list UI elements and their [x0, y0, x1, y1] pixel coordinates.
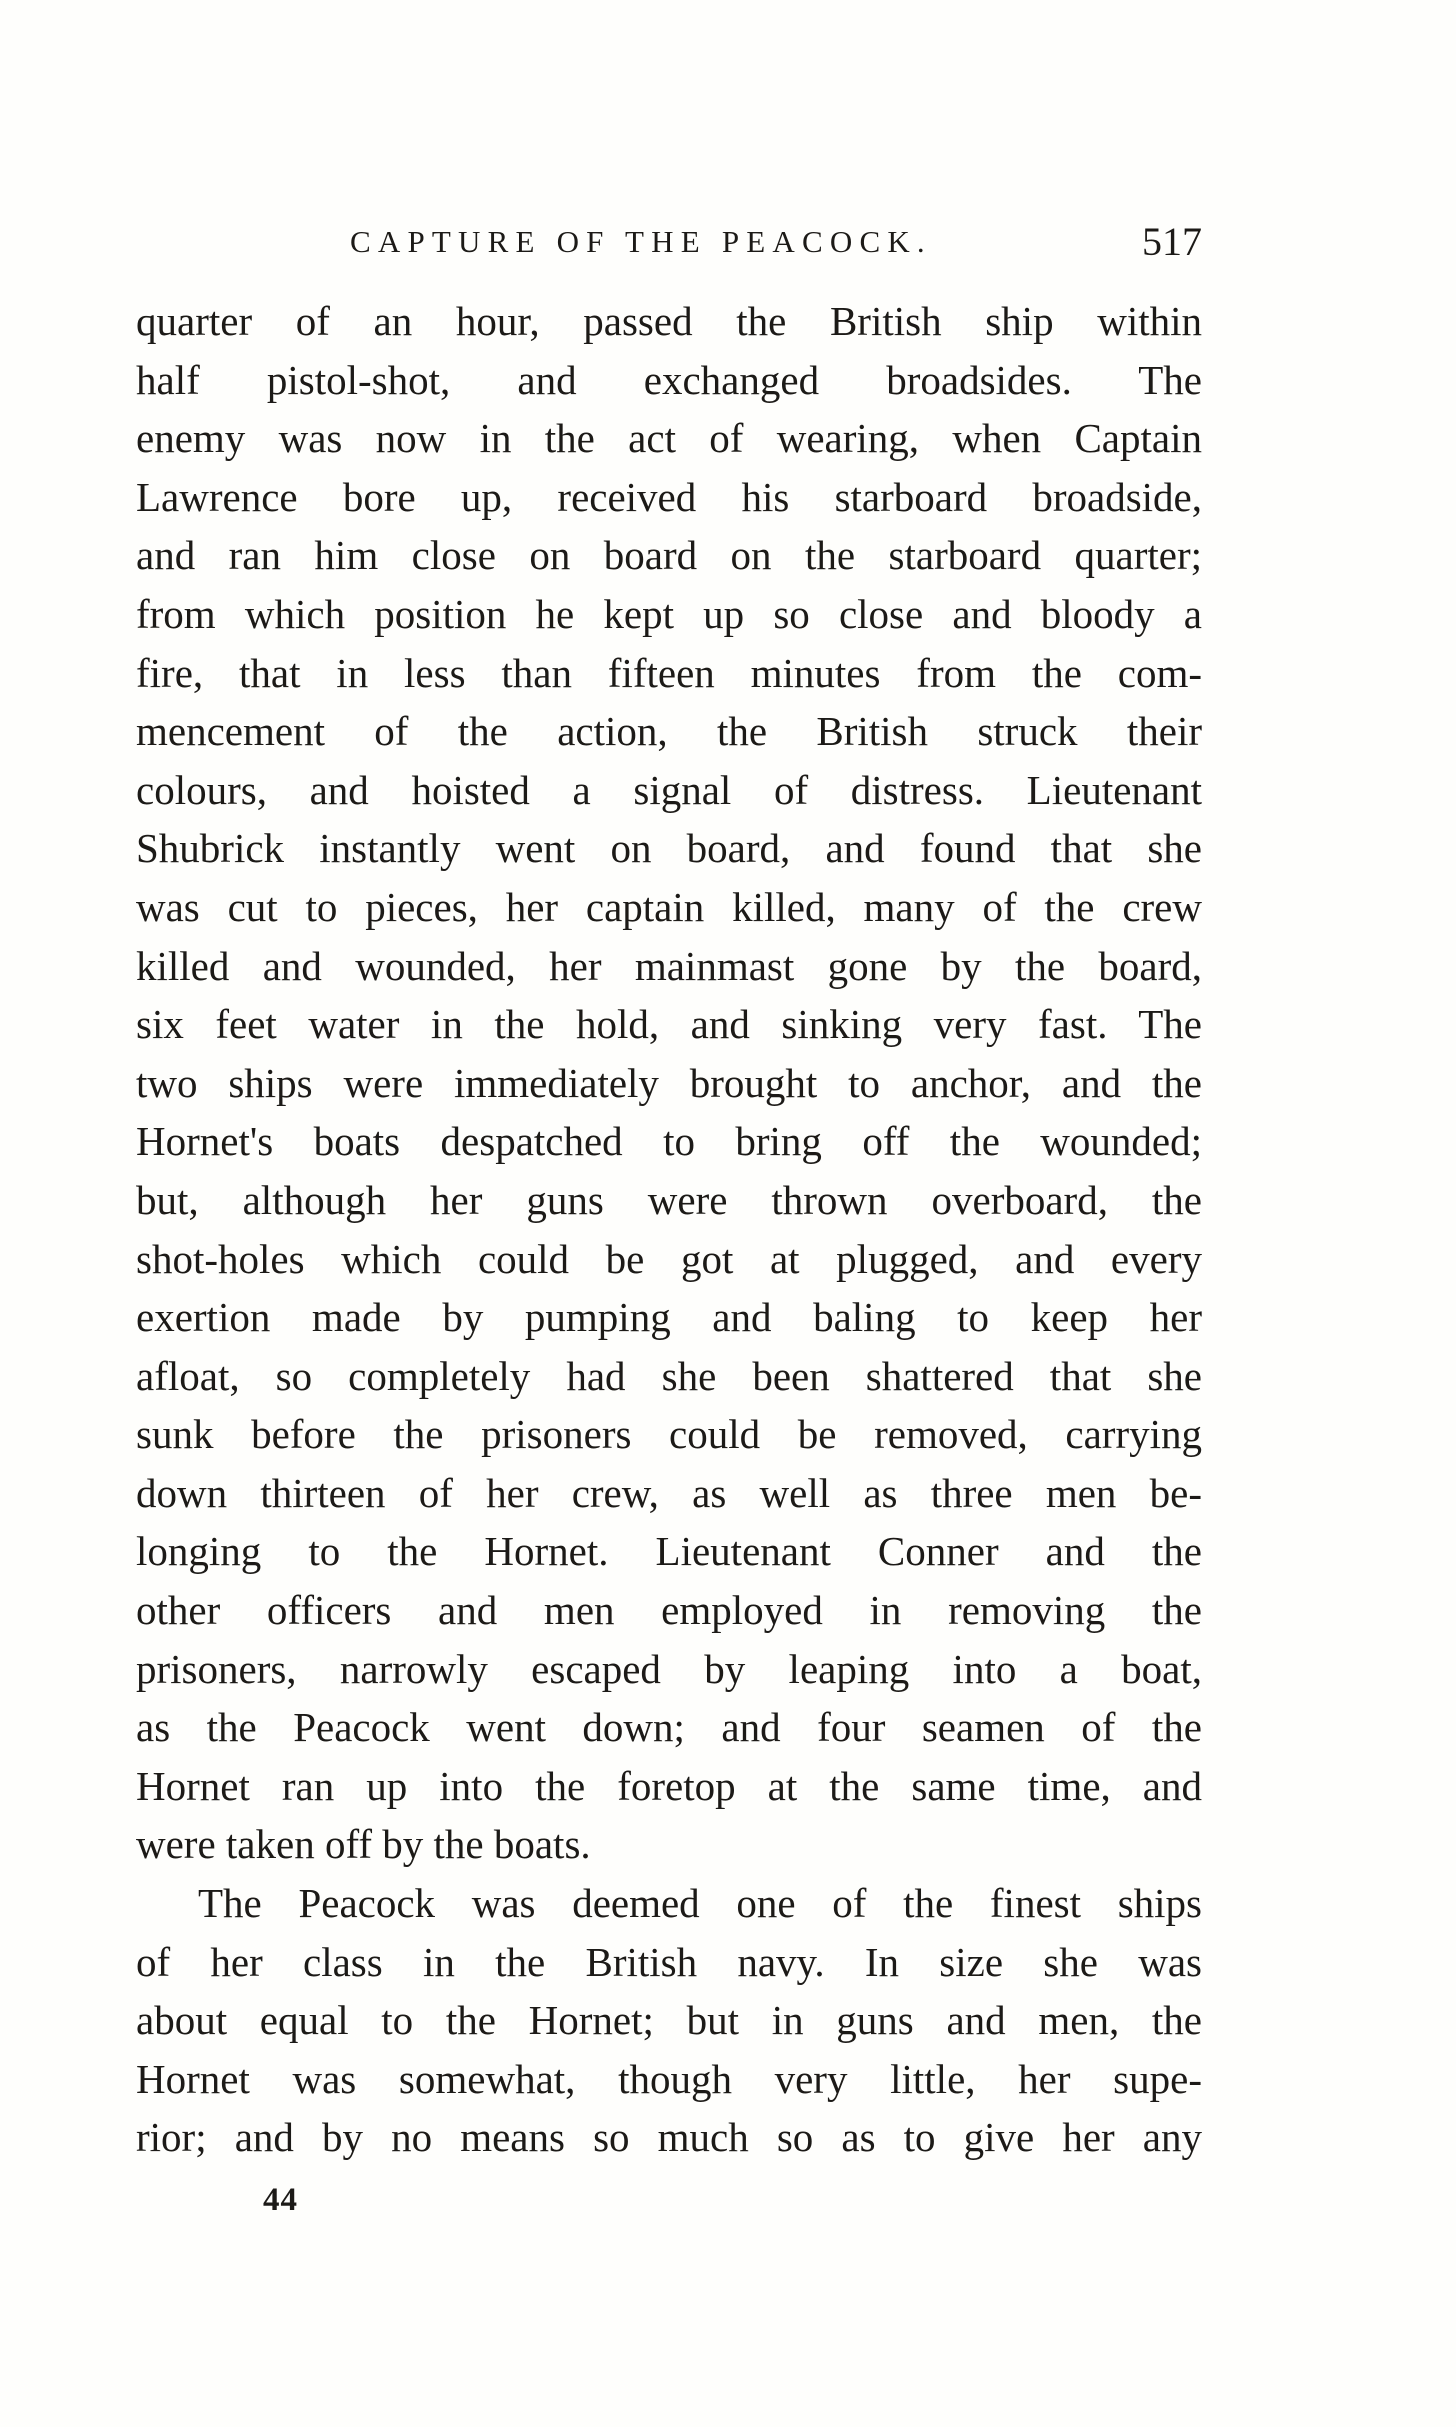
text-line: other officers and men employed in removing the: [136, 1587, 1202, 1634]
text-line: half pistol-shot, and exchanged broadsides. The: [136, 356, 1202, 403]
text-line: as the Peacock went down; and four seamen of the: [136, 1704, 1202, 1751]
paragraph-2: [136, 1874, 1202, 2167]
text-line: down thirteen of her crew, as well as three men be-: [136, 1469, 1202, 1516]
text-line: fire, that in less than fifteen minutes from the com-: [136, 649, 1202, 696]
text-line: Lawrence bore up, received his starboard broadside,: [136, 473, 1202, 520]
text-line: prisoners, narrowly escaped by leaping into a boat,: [136, 1645, 1202, 1692]
text-line: sunk before the prisoners could be removed, carrying: [136, 1411, 1202, 1458]
text-line: Hornet was somewhat, though very little, her supe-: [136, 2055, 1202, 2102]
text-line: two ships were immediately brought to anchor, and the: [136, 1059, 1202, 1106]
text-line: rior; and by no means so much so as to give her any: [136, 2114, 1202, 2161]
text-line: The Peacock was deemed one of the finest ships: [198, 1880, 1202, 1927]
text-line: mencement of the action, the British struck their: [136, 708, 1202, 755]
text-line: about equal to the Hornet; but in guns and men, the: [136, 1997, 1202, 2044]
text-line: were taken off by the boats.: [136, 1821, 591, 1868]
text-line: of her class in the British navy. In size she was: [136, 1938, 1202, 1985]
text-line: was cut to pieces, her captain killed, many of the crew: [136, 883, 1202, 930]
text-line: longing to the Hornet. Lieutenant Conner and the: [136, 1528, 1202, 1575]
page-number: 517: [1142, 219, 1202, 264]
text-line: Shubrick instantly went on board, and found that she: [136, 825, 1202, 872]
text-line: afloat, so completely had she been shattered that she: [136, 1352, 1202, 1399]
text-line: from which position he kept up so close and bloody a: [136, 590, 1202, 637]
text-line: and ran him close on board on the starboard quarter;: [136, 532, 1202, 579]
text-line: quarter of an hour, passed the British ship within: [136, 298, 1202, 344]
text-line: six feet water in the hold, and sinking very fast. The: [136, 1001, 1202, 1048]
paragraph-1: [136, 292, 1202, 1874]
body-text: [136, 292, 1202, 2167]
text-line: killed and wounded, her mainmast gone by the board,: [136, 942, 1202, 989]
text-line: enemy was now in the act of wearing, when Captain: [136, 415, 1202, 462]
running-head: [130, 218, 1202, 270]
text-line: shot-holes which could be got at plugged, and every: [136, 1235, 1202, 1282]
text-line: exertion made by pumping and baling to keep her: [136, 1294, 1202, 1341]
text-line: Hornet ran up into the foretop at the same time, and: [136, 1762, 1202, 1809]
running-title: CAPTURE OF THE PEACOCK.: [350, 224, 932, 259]
text-line: but, although her guns were thrown overboard, the: [136, 1176, 1202, 1223]
signature-mark: 44: [263, 2182, 298, 2218]
text-line: colours, and hoisted a signal of distress. Lieutenant: [136, 766, 1202, 813]
text-line: Hornet's boats despatched to bring off the wounded;: [136, 1118, 1202, 1165]
